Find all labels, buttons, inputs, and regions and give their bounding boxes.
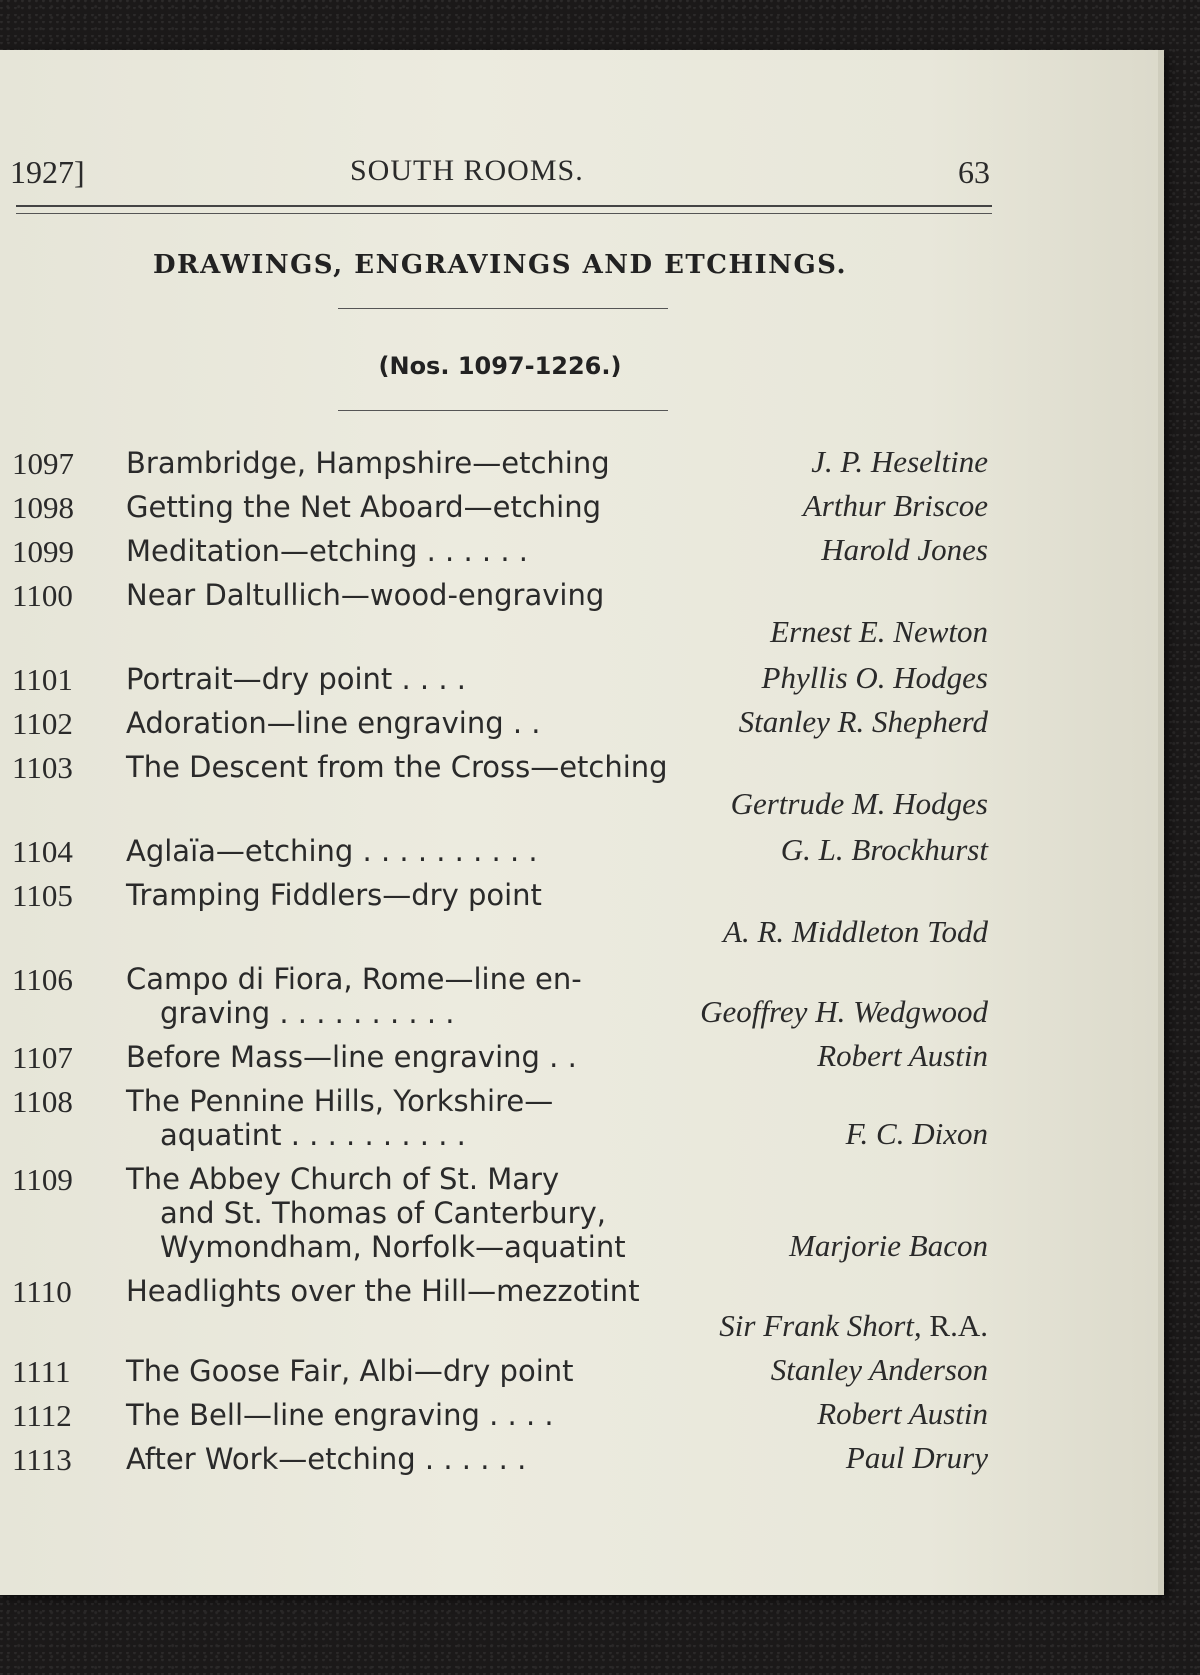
entry-artist: Gertrude M. Hodges bbox=[730, 786, 988, 821]
entry-title: After Work—etching . . . . . . bbox=[126, 1442, 527, 1476]
entry-number: 1097 bbox=[12, 446, 74, 481]
entry-title: Portrait—dry point . . . . bbox=[126, 662, 467, 696]
entry-title: The Bell—line engraving . . . . bbox=[126, 1398, 554, 1432]
entry-number: 1102 bbox=[12, 706, 73, 741]
entry-title: Adoration—line engraving . . bbox=[126, 706, 541, 740]
entry-artist: J. P. Heseltine bbox=[811, 444, 988, 479]
entry-title: The Goose Fair, Albi—dry point bbox=[126, 1354, 574, 1388]
entry-number: 1100 bbox=[12, 578, 73, 613]
entry-number: 1113 bbox=[12, 1442, 72, 1477]
entry-number: 1109 bbox=[12, 1162, 73, 1197]
entry-number: 1099 bbox=[12, 534, 74, 569]
entry-artist: Marjorie Bacon bbox=[789, 1228, 988, 1263]
range-rule-top bbox=[338, 308, 668, 309]
entry-number: 1103 bbox=[12, 750, 73, 785]
section-number-range: (Nos. 1097-1226.) bbox=[378, 352, 622, 380]
entry-number: 1111 bbox=[12, 1354, 71, 1389]
entry-artist: Ernest E. Newton bbox=[770, 614, 988, 649]
entry-artist: F. C. Dixon bbox=[845, 1116, 988, 1151]
entry-title: Before Mass—line engraving . . bbox=[126, 1040, 577, 1074]
entry-artist: Stanley R. Shepherd bbox=[738, 704, 988, 739]
entry-title-continuation: graving . . . . . . . . . . bbox=[160, 996, 455, 1030]
entry-title: Aglaïa—etching . . . . . . . . . . bbox=[126, 834, 538, 868]
entry-artist: Paul Drury bbox=[845, 1440, 988, 1475]
entry-number: 1108 bbox=[12, 1084, 73, 1119]
entry-number: 1104 bbox=[12, 834, 73, 869]
entry-artist: A. R. Middleton Todd bbox=[723, 914, 988, 949]
running-head bbox=[10, 154, 990, 198]
running-head-year: 1927] bbox=[10, 154, 85, 190]
entry-number: 1098 bbox=[12, 490, 74, 525]
entry-artist: Robert Austin bbox=[817, 1038, 988, 1073]
entry-number: 1105 bbox=[12, 878, 73, 913]
entry-title: Getting the Net Aboard—etching bbox=[126, 490, 602, 524]
page-number: 63 bbox=[958, 154, 990, 190]
entry-artist: Geoffrey H. Wedgwood bbox=[700, 994, 988, 1029]
running-head-title: SOUTH ROOMS. bbox=[350, 154, 584, 187]
catalogue-page bbox=[0, 50, 1164, 1595]
entry-artist-honours: R.A. bbox=[921, 1308, 988, 1343]
entry-title: The Pennine Hills, Yorkshire— bbox=[126, 1084, 554, 1118]
entry-artist: Arthur Briscoe bbox=[802, 488, 988, 523]
header-double-rule bbox=[16, 205, 992, 214]
entry-title-continuation: Wymondham, Norfolk—aquatint bbox=[160, 1230, 626, 1264]
entry-title: The Descent from the Cross—etching bbox=[126, 750, 668, 784]
entry-artist: Harold Jones bbox=[821, 532, 988, 567]
entry-title: Meditation—etching . . . . . . bbox=[126, 534, 529, 568]
entry-artist: Stanley Anderson bbox=[770, 1352, 988, 1387]
entry-title: Headlights over the Hill—mezzotint bbox=[126, 1274, 640, 1308]
entry-artist: Robert Austin bbox=[817, 1396, 988, 1431]
entry-title: Near Daltullich—wood-engraving bbox=[126, 578, 605, 612]
entry-number: 1106 bbox=[12, 962, 73, 997]
entry-title: Brambridge, Hampshire—etching bbox=[126, 446, 610, 480]
entry-title: Campo di Fiora, Rome—line en- bbox=[126, 962, 582, 996]
entry-artist: G. L. Brockhurst bbox=[780, 832, 988, 867]
entry-artist bbox=[719, 1308, 988, 1344]
entry-title-continuation: aquatint . . . . . . . . . . bbox=[160, 1118, 466, 1152]
entry-title: Tramping Fiddlers—dry point bbox=[126, 878, 542, 912]
range-rule-bottom bbox=[338, 410, 668, 411]
entry-artist-name: Sir Frank Short, bbox=[719, 1308, 922, 1343]
entry-title: The Abbey Church of St. Mary bbox=[126, 1162, 560, 1196]
entry-title-continuation: and St. Thomas of Canterbury, bbox=[160, 1196, 606, 1230]
section-title: DRAWINGS, ENGRAVINGS AND ETCHINGS. bbox=[152, 250, 848, 280]
entry-number: 1107 bbox=[12, 1040, 73, 1075]
entry-artist: Phyllis O. Hodges bbox=[761, 660, 988, 695]
entry-number: 1110 bbox=[12, 1274, 72, 1309]
entry-number: 1112 bbox=[12, 1398, 72, 1433]
entry-number: 1101 bbox=[12, 662, 73, 697]
